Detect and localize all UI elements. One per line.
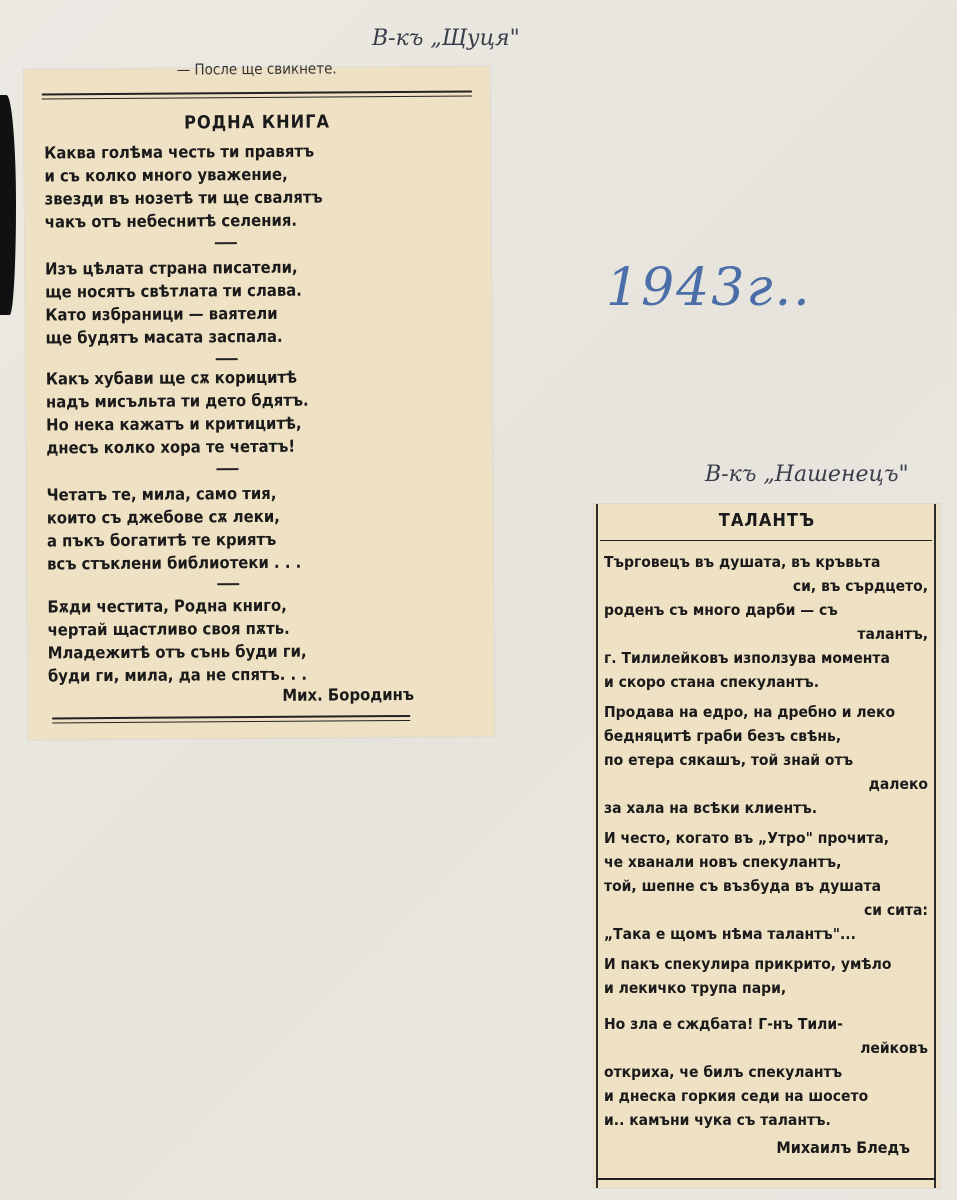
- stanza-4: [604, 952, 928, 1000]
- poem-line: звезди въ нозетѣ ти ще свалятъ: [44, 187, 323, 209]
- poem-line: „Така е щомъ нѣма талантъ"...: [604, 925, 856, 943]
- column-rule-left: [596, 504, 598, 1188]
- poem-line: далеко: [868, 775, 928, 793]
- poem-line: надъ мисъльта ти дето бдятъ.: [45, 390, 309, 412]
- poem-line: и днеска горкия седи на шосето: [604, 1087, 869, 1105]
- poem-line: той, шепне съ възбуда въ душата: [604, 877, 882, 895]
- stanza-separator: [216, 468, 238, 470]
- poem-line: и лекичко трупа пари,: [604, 979, 787, 997]
- poem-line: Какъ хубави ще сѫ корицитѣ: [45, 367, 298, 389]
- bottom-rule: [52, 715, 410, 719]
- stanza-separator: [217, 583, 239, 585]
- poem-title: ТАЛАНТЪ: [718, 510, 816, 531]
- poem-line: че хванали новъ спекулантъ,: [604, 853, 842, 871]
- poem-line: И пакъ спекулира прикрито, умѣло: [604, 955, 892, 973]
- stanza-4: [47, 481, 474, 576]
- poem-line: си сита:: [864, 901, 928, 919]
- poem-line: чертай щастливо своя пѫть.: [47, 618, 290, 640]
- bottom-rule-thin: [52, 720, 410, 723]
- poem-line: лейковъ: [860, 1039, 928, 1057]
- poem-title: РОДНА КНИГА: [183, 111, 331, 134]
- poem-line: чакъ отъ небеснитѣ селения.: [44, 210, 298, 232]
- poem-line: Изъ цѣлата страна писатели,: [44, 257, 298, 279]
- bottom-rule: [596, 1178, 936, 1180]
- stanza-3: [46, 365, 473, 460]
- top-rule: [42, 91, 472, 96]
- newspaper-clipping-rodna-kniga: [24, 59, 495, 739]
- poem-line: си, въ сърдцето,: [792, 577, 928, 595]
- poem-line: Търговецъ въ душата, въ кръвьта: [604, 553, 881, 571]
- top-rule-thin: [42, 96, 472, 100]
- stanza-1: [44, 139, 471, 234]
- poem-line: Бѫди честита, Родна книго,: [47, 595, 287, 617]
- poem-line: роденъ съ много дарби — съ: [604, 601, 838, 619]
- poem-line: които съ джебове сѫ леки,: [46, 506, 280, 528]
- handwritten-source-note-right: В-къ „Нашенецъ": [705, 462, 909, 487]
- poem-line: И често, когато въ „Утро" прочита,: [604, 829, 890, 847]
- title-rule: [600, 540, 932, 541]
- stanza-2: [604, 700, 928, 820]
- poem-line: и съ колко много уважение,: [44, 164, 288, 186]
- stanza-3: [604, 826, 928, 946]
- poem-line: Младежитѣ отъ сънь буди ги,: [47, 641, 307, 663]
- poem-line: буди ги, мила, да не спятъ. . .: [47, 664, 308, 686]
- poem-line: за хала на всѣки клиентъ.: [604, 799, 817, 817]
- poem-author: Мих. Бородинъ: [282, 684, 415, 705]
- poem-line: Каква голѣма честь ти правятъ: [44, 141, 315, 163]
- handwritten-year: 1943г..: [606, 258, 812, 318]
- poem-line: бедняцитѣ граби безъ свѣнь,: [604, 727, 842, 745]
- poem-line: а пъкъ богатитѣ те криятъ: [46, 529, 277, 551]
- poem-line: и скоро стана спекулантъ.: [604, 673, 820, 691]
- poem-line: Но зла е сждбата! Г-нъ Тили-: [604, 1015, 843, 1033]
- newspaper-clipping-talant: [594, 504, 940, 1188]
- poem-line: откриха, че билъ спекулантъ: [604, 1063, 843, 1081]
- stanza-5: [47, 593, 474, 688]
- stanza-separator: [216, 358, 238, 360]
- column-rule-right: [934, 504, 936, 1188]
- handwritten-source-note-top: В-къ „Щуця": [372, 26, 520, 51]
- poem-line: талантъ,: [857, 625, 928, 643]
- poem-line: по етера сякашъ, той знай отъ: [604, 751, 854, 769]
- poem-line: Продава на едро, на дребно и леко: [604, 703, 896, 721]
- poem-line: днесъ колко хора те четатъ!: [46, 436, 296, 458]
- poem-line: ще носятъ свѣтлата ти слава.: [45, 280, 302, 302]
- stanza-separator: [215, 242, 237, 244]
- poem-line: ще будятъ масата заспала.: [45, 326, 283, 348]
- poem-author: Михаилъ Бледъ: [776, 1138, 910, 1157]
- cut-off-text: — После ще свикнете.: [176, 59, 337, 79]
- poem-line: всъ стъклени библиотеки . . .: [47, 552, 302, 574]
- poem-line: Четатъ те, мила, само тия,: [46, 483, 277, 505]
- poem-line: Като избраници — ваятели: [45, 303, 278, 325]
- poem-line: и.. камъни чука съ талантъ.: [604, 1111, 831, 1129]
- stanza-2: [45, 255, 472, 350]
- torn-edge: [0, 95, 16, 315]
- poem-line: г. Тилилейковъ използува момента: [604, 649, 890, 667]
- poem-line: Но нека кажатъ и критицитѣ,: [46, 413, 302, 435]
- stanza-5: [604, 1012, 928, 1132]
- stanza-1: [604, 550, 928, 694]
